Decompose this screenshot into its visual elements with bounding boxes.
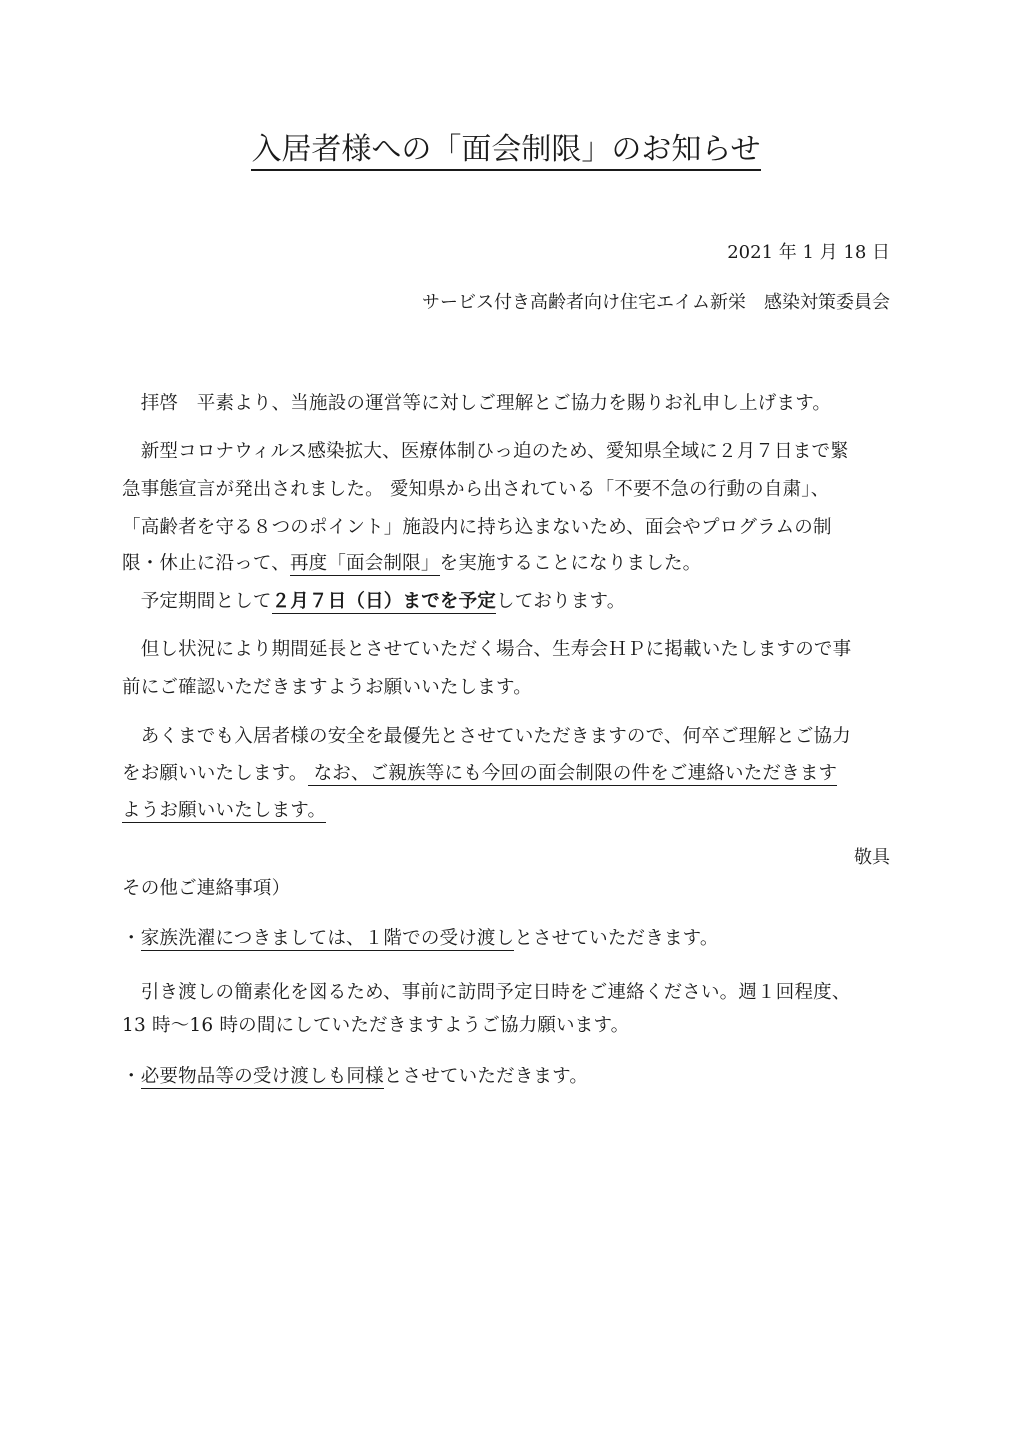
line-text: とさせていただきます。 [383, 1066, 589, 1087]
notice-title [0, 130, 1012, 170]
line-text: をお願いいたします。 [122, 763, 308, 784]
line-text: 予定期間として [122, 591, 272, 612]
greeting-paragraph: 拝啓 平素より、当施設の運営等に対しご理解とご協力を賜りお礼申し上げます。 [122, 393, 832, 414]
bullet: ・ [122, 1066, 141, 1087]
visit-restriction-emphasis: 再度「面会制限」 [289, 553, 440, 574]
line-text: を実施することになりました。 [439, 553, 702, 574]
line-text: しております。 [496, 591, 626, 612]
supplies-emphasis: 必要物品等の受け渡しも同様 [140, 1066, 384, 1087]
family-contact-emphasis: なお、ご親族等にも今回の面会制限の件をご連絡いただきます [307, 763, 838, 784]
line-text: とさせていただきます。 [514, 928, 719, 949]
line-text: 限・休止に沿って、 [122, 553, 290, 574]
paragraph-line: 急事態宣言が発出されました。 愛知県から出されている「不要不急の行動の自粛」、 [122, 479, 830, 500]
schedule-emphasis: ２月７日（日）までを予定 [271, 591, 497, 612]
notice-title-text: 入居者様への「面会制限」のお知らせ [251, 132, 760, 171]
other-notes-heading: その他ご連絡事項） [122, 878, 291, 899]
paragraph-line: 「高齢者を守る８つのポイント」施設内に持ち込まないため、面会やプログラムの制 [122, 517, 832, 538]
closing-word: 敬具 [854, 847, 890, 868]
notice-date: 2021 年 1 月 18 日 [727, 242, 890, 263]
paragraph-line [122, 798, 326, 824]
bullet: ・ [122, 928, 141, 949]
paragraph-line: 13 時～16 時の間にしていただきますようご協力願います。 [122, 1015, 630, 1036]
notice-item-laundry [122, 926, 719, 952]
paragraph-line: 前にご確認いただきますようお願いいたします。 [122, 677, 532, 698]
paragraph-line: 引き渡しの簡素化を図るため、事前に訪問予定日時をご連絡ください。週１回程度、 [122, 982, 851, 1003]
family-contact-emphasis: ようお願いいたします。 [122, 800, 327, 821]
paragraph-line: 新型コロナウィルス感染拡大、医療体制ひっ迫のため、愛知県全域に２月７日まで緊 [122, 441, 849, 462]
notice-item-supplies [122, 1064, 588, 1090]
paragraph-line [122, 761, 837, 787]
sender-name: サービス付き高齢者向け住宅エイム新栄 感染対策委員会 [422, 292, 890, 313]
laundry-emphasis: 家族洗濯につきましては、１階での受け渡し [140, 928, 515, 949]
paragraph-line [122, 551, 701, 577]
paragraph-line: 但し状況により期間延長とさせていただく場合、生寿会ＨＰに掲載いたしますので事 [122, 639, 852, 660]
paragraph-line: あくまでも入居者様の安全を最優先とさせていただきますので、何卒ご理解とご協力 [122, 726, 851, 747]
schedule-paragraph [122, 589, 625, 615]
